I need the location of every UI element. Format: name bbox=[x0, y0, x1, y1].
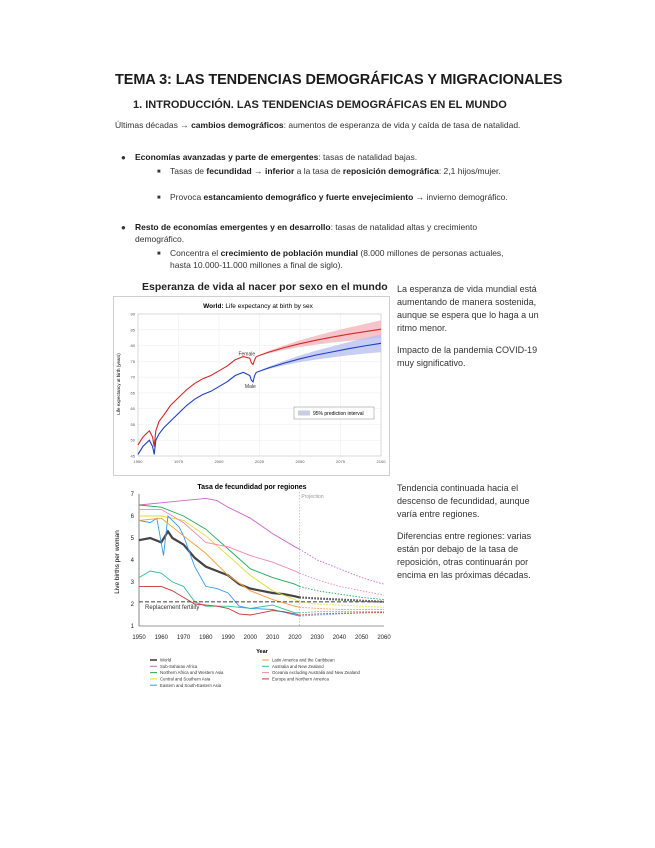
y-tick-label: 1 bbox=[130, 624, 134, 630]
side-note: Diferencias entre regiones: varias están por debajo de la tasa de reposición, otras continuarán por encima en las próximas décadas. bbox=[397, 531, 532, 580]
side-notes-1 bbox=[397, 283, 547, 379]
side-note: Impacto de la pandemia COVID-19 muy significativo. bbox=[397, 345, 538, 368]
x-tick-label: 2030 bbox=[310, 635, 324, 641]
series-line-central-and-southern-asia bbox=[139, 516, 299, 602]
bullet-square-icon: ■ bbox=[157, 251, 161, 257]
series-projection-central-and-southern-asia bbox=[299, 602, 384, 608]
legend-label: 95% prediction interval bbox=[313, 411, 364, 417]
x-tick-label: 1980 bbox=[199, 635, 213, 641]
sub-bullet-item: ■ Provoca estancamiento demográfico y fuerte envejecimiento → invierno demográfico. bbox=[170, 192, 515, 204]
x-tick-label: 2100 bbox=[376, 459, 386, 464]
y-tick-label: 70 bbox=[130, 374, 135, 380]
legend-label: Europe and Northern America bbox=[272, 676, 329, 682]
chart-heading: Esperanza de vida al nacer por sexo en el mundo bbox=[142, 281, 388, 293]
legend-swatch bbox=[298, 411, 310, 416]
x-tick-label: 1950 bbox=[133, 459, 143, 464]
side-note: Tendencia continuada hacia el descenso de fecundidad, aunque varía entre regiones. bbox=[397, 483, 530, 519]
y-tick-label: 5 bbox=[130, 536, 134, 542]
y-tick-label: 85 bbox=[130, 327, 135, 333]
series-projection-sub-saharan-africa bbox=[299, 549, 384, 584]
x-tick-label: 1990 bbox=[221, 635, 235, 641]
y-tick-label: 50 bbox=[130, 437, 135, 443]
series-projection-latin-america-and-the-caribbean bbox=[299, 607, 384, 609]
x-tick-label: 2075 bbox=[336, 459, 345, 464]
y-tick-label: 45 bbox=[130, 453, 135, 459]
legend-label: Oceania excluding Australia and New Zealand bbox=[272, 670, 360, 676]
section-heading: 1. INTRODUCCIÓN. LAS TENDENCIAS DEMOGRÁFICAS EN EL MUNDO bbox=[133, 99, 507, 111]
chart-title: World: Life expectancy at birth by sex bbox=[203, 303, 313, 310]
replacement-label: Replacement fertility bbox=[145, 604, 200, 611]
y-tick-label: 3 bbox=[130, 580, 134, 586]
x-tick-label: 2040 bbox=[332, 635, 347, 641]
legend-label: Central and Southern Asia bbox=[160, 676, 211, 682]
legend-label: Northern Africa and Western Asia bbox=[160, 670, 224, 676]
bullet-dot-icon: ● bbox=[121, 153, 126, 162]
y-tick-label: 4 bbox=[130, 558, 134, 564]
side-notes-2 bbox=[397, 482, 545, 591]
y-tick-label: 65 bbox=[130, 390, 135, 396]
bullet-square-icon: ■ bbox=[157, 195, 161, 201]
sub-bullet-item: ■ Tasas de fecundidad → inferior a la tasa de reposición demográfica: 2,1 hijos/mujer. bbox=[170, 166, 515, 178]
chart-title: Tasa de fecundidad por regiones bbox=[197, 484, 307, 491]
x-tick-label: 2020 bbox=[288, 635, 302, 641]
bullet-item: ● Economías avanzadas y parte de emergentes: tasas de natalidad bajas. bbox=[121, 152, 418, 162]
sub-bullet-item: ■ Concentra el crecimiento de población mundial (8.000 millones de personas actuales, hasta 10.000-11.000 millones a final de siglo). bbox=[157, 248, 504, 270]
intro-paragraph: Últimas décadas → cambios demográficos: aumentos de esperanza de vida y caída de tasa de natalidad. bbox=[115, 120, 521, 130]
page-title: TEMA 3: LAS TENDENCIAS DEMOGRÁFICAS Y MIGRACIONALES bbox=[115, 72, 563, 88]
female-label: Female bbox=[238, 351, 256, 358]
x-tick-label: 1975 bbox=[174, 459, 183, 464]
male-label: Male bbox=[244, 384, 256, 391]
y-axis-label: Live births per woman bbox=[114, 530, 121, 594]
life-expectancy-chart bbox=[113, 296, 390, 476]
y-tick-label: 90 bbox=[130, 311, 135, 317]
legend-label: Latin America and the Caribbean bbox=[272, 657, 335, 663]
y-tick-label: 80 bbox=[130, 343, 135, 349]
x-tick-label: 2060 bbox=[377, 635, 391, 641]
chart-legend bbox=[150, 658, 361, 688]
y-tick-label: 2 bbox=[130, 602, 134, 608]
legend-label: Australia and New Zealand bbox=[272, 663, 324, 669]
side-note: La esperanza de vida mundial está aumentando de manera sostenida, aunque se espera que lo haga a un ritmo menor. bbox=[397, 284, 539, 333]
series-projection-oceania-excluding-australia-and-new-zealand bbox=[299, 573, 384, 595]
x-tick-label: 2050 bbox=[355, 635, 369, 641]
y-axis-label: Life expectancy at birth (years) bbox=[116, 353, 121, 415]
y-tick-label: 7 bbox=[130, 492, 134, 498]
bullet-item: ● Resto de economías emergentes y en desarrollo: tasas de natalidad altas y crecimiento demográfico. bbox=[121, 222, 478, 244]
chart-legend bbox=[294, 407, 374, 419]
y-tick-label: 55 bbox=[130, 421, 135, 427]
x-tick-label: 2025 bbox=[255, 459, 264, 464]
bullet-dot-icon: ● bbox=[121, 223, 126, 232]
legend-label: Sub-Saharan Africa bbox=[160, 663, 198, 669]
projection-label: Projection bbox=[301, 494, 324, 500]
x-tick-label: 1960 bbox=[154, 635, 168, 641]
y-tick-label: 60 bbox=[130, 406, 135, 412]
y-tick-label: 6 bbox=[130, 514, 134, 520]
x-tick-label: 1950 bbox=[132, 635, 146, 641]
legend-label: World bbox=[160, 657, 172, 663]
x-tick-label: 2050 bbox=[295, 459, 305, 464]
x-tick-label: 2010 bbox=[265, 635, 280, 641]
x-tick-label: 2000 bbox=[214, 459, 224, 464]
y-tick-label: 75 bbox=[130, 358, 135, 364]
bullet-square-icon: ■ bbox=[157, 169, 161, 175]
fertility-chart bbox=[112, 480, 392, 690]
x-tick-label: 1970 bbox=[176, 635, 191, 641]
legend-label: Eastern and South-Eastern Asia bbox=[160, 682, 222, 688]
x-tick-label: 2000 bbox=[243, 635, 258, 641]
x-axis-label: Year bbox=[256, 649, 268, 655]
